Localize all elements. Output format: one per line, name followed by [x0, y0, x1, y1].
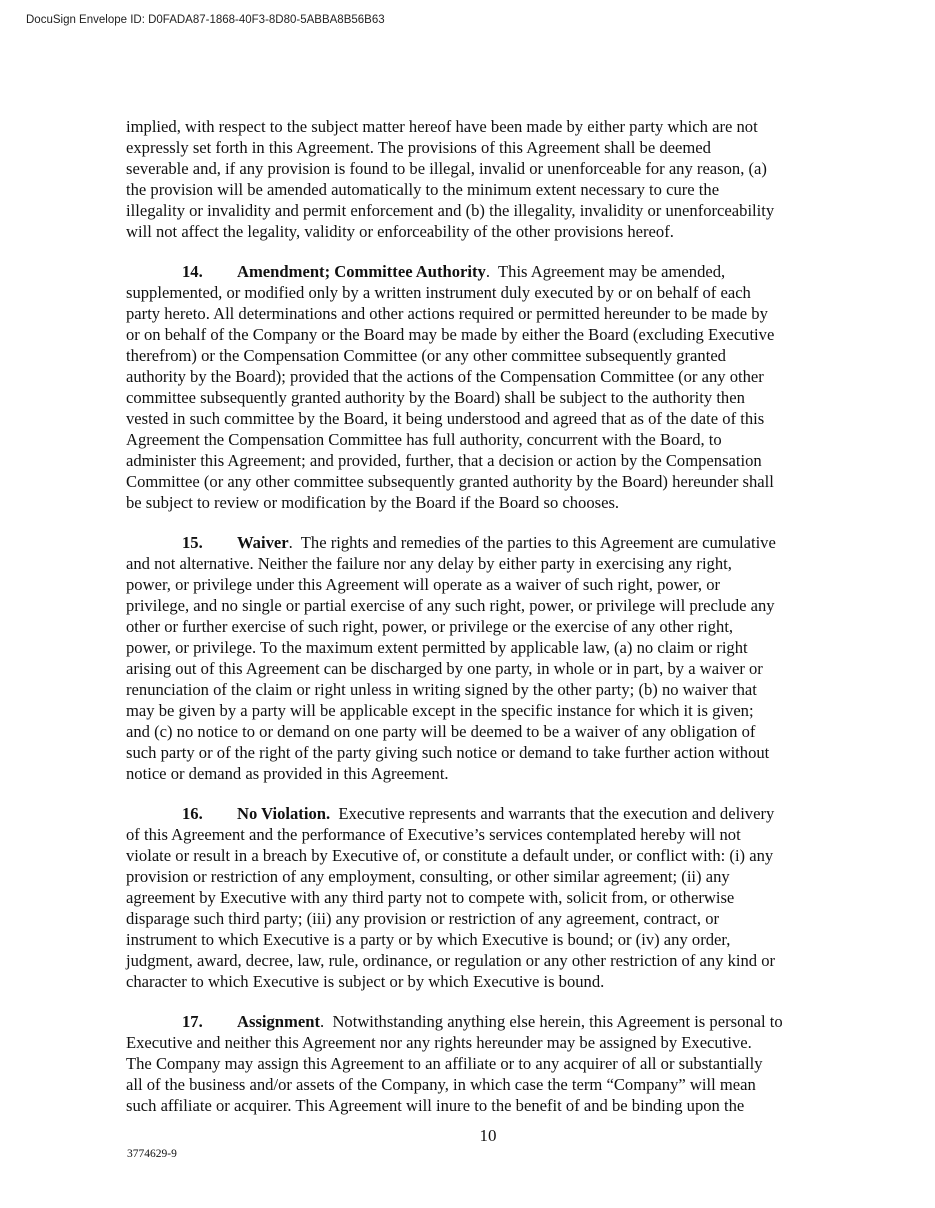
text-line: such affiliate or acquirer. This Agreement will inure to the benefit of and be binding upon the [126, 1096, 745, 1115]
text-line: therefrom) or the Compensation Committee (or any other committee subsequently granted [126, 346, 726, 365]
text-line: supplemented, or modified only by a written instrument duly executed by or on behalf of each [126, 283, 751, 302]
section-14-amendment [126, 261, 856, 513]
text-line: renunciation of the claim or right unless in writing signed by the other party; (b) no waiver that [126, 680, 757, 699]
continuation-paragraph [126, 116, 856, 242]
text-line: severable and, if any provision is found to be illegal, invalid or unenforceable for any reason, (a) [126, 159, 767, 178]
section-number: 15. [182, 533, 203, 552]
document-body [126, 116, 856, 1135]
text-line: or on behalf of the Company or the Board may be made by either the Board (excluding Executive [126, 325, 775, 344]
section-first-line [126, 1011, 856, 1032]
text-line: character to which Executive is subject or by which Executive is bound. [126, 972, 605, 991]
text-line: privilege, and no single or partial exercise of any such right, power, or privilege will preclude any [126, 596, 775, 615]
section-heading: Waiver [237, 533, 289, 552]
text-line: Committee (or any other committee subsequently granted authority by the Board) hereunder shall [126, 472, 774, 491]
section-number: 16. [182, 804, 203, 823]
document-id: 3774629-9 [127, 1148, 177, 1160]
text-line: and not alternative. Neither the failure nor any delay by either party in exercising any right, [126, 554, 732, 573]
section-heading: Assignment [237, 1012, 320, 1031]
first-line-text: Notwithstanding anything else herein, this Agreement is personal to [324, 1012, 783, 1031]
text-line: administer this Agreement; and provided, further, that a decision or action by the Compensation [126, 451, 762, 470]
section-16-no-violation [126, 803, 856, 992]
text-line: agreement by Executive with any third party not to compete with, solicit from, or otherwise [126, 888, 735, 907]
text-line: Agreement the Compensation Committee has full authority, concurrent with the Board, to [126, 430, 722, 449]
heading-punct: . [485, 262, 491, 281]
text-line: party hereto. All determinations and other actions required or permitted hereunder to be made by [126, 304, 768, 323]
text-line: provision or restriction of any employment, consulting, or other similar agreement; (ii) any [126, 867, 730, 886]
first-line-text: This Agreement may be amended, [490, 262, 726, 281]
text-line: illegality or invalidity and permit enforcement and (b) the illegality, invalidity or unenforceability [126, 201, 775, 220]
first-line-text: Executive represents and warrants that the execution and delivery [330, 804, 775, 823]
text-line: disparage such third party; (iii) any provision or restriction of any agreement, contract, or [126, 909, 720, 928]
heading-punct: . [319, 1012, 325, 1031]
text-line: arising out of this Agreement can be discharged by one party, in whole or in part, by a waiver or [126, 659, 763, 678]
text-line: all of the business and/or assets of the Company, in which case the term “Company” will mean [126, 1075, 756, 1094]
text-line: power, or privilege under this Agreement will operate as a waiver of such right, power, or [126, 575, 721, 594]
section-number: 14. [182, 262, 203, 281]
section-number: 17. [182, 1012, 203, 1031]
first-line-text: The rights and remedies of the parties to this Agreement are cumulative [292, 533, 776, 552]
text-line: instrument to which Executive is a party or by which Executive is bound; or (iv) any order, [126, 930, 731, 949]
text-line: the provision will be amended automatically to the minimum extent necessary to cure the [126, 180, 720, 199]
text-line: such party or of the right of the party giving such notice or demand to take further action without [126, 743, 770, 762]
text-line: may be given by a party will be applicable except in the specific instance for which it is given; [126, 701, 754, 720]
text-line: violate or result in a breach by Executive of, or constitute a default under, or conflict with: (i) any [126, 846, 774, 865]
section-17-assignment [126, 1011, 856, 1116]
text-line: power, or privilege. To the maximum extent permitted by applicable law, (a) no claim or right [126, 638, 748, 657]
text-line: implied, with respect to the subject matter hereof have been made by either party which are not [126, 117, 758, 136]
section-first-line [126, 803, 856, 824]
text-line: judgment, award, decree, law, rule, ordinance, or regulation or any other restriction of any kind or [126, 951, 776, 970]
text-line: be subject to review or modification by the Board if the Board so chooses. [126, 493, 620, 512]
text-line: and (c) no notice to or demand on one party will be deemed to be a waiver of any obligation of [126, 722, 756, 741]
section-first-line [126, 261, 856, 282]
text-line: expressly set forth in this Agreement. The provisions of this Agreement shall be deemed [126, 138, 711, 157]
text-line: will not affect the legality, validity or enforceability of the other provisions hereof. [126, 222, 674, 241]
text-line: of this Agreement and the performance of Executive’s services contemplated hereby will not [126, 825, 741, 844]
text-line: vested in such committee by the Board, it being understood and agreed that as of the date of this [126, 409, 765, 428]
text-line: committee subsequently granted authority by the Board) shall be subject to the authority then [126, 388, 745, 407]
text-line: notice or demand as provided in this Agreement. [126, 764, 449, 783]
text-line: Executive and neither this Agreement nor any rights hereunder may be assigned by Executive. [126, 1033, 752, 1052]
section-heading: No Violation. [237, 804, 331, 823]
section-15-waiver [126, 532, 856, 784]
heading-punct: . [288, 533, 293, 552]
section-first-line [126, 532, 856, 553]
section-heading: Amendment; Committee Authority [237, 262, 486, 281]
text-line: other or further exercise of such right, power, or privilege or the exercise of any other right, [126, 617, 734, 636]
page-number: 10 [479, 1126, 497, 1145]
text-line: The Company may assign this Agreement to an affiliate or to any acquirer of all or substantially [126, 1054, 763, 1073]
docusign-envelope-id: DocuSign Envelope ID: D0FADA87-1868-40F3-8D80-5ABBA8B56B63 [26, 14, 385, 26]
text-line: authority by the Board); provided that the actions of the Compensation Committee (or any other [126, 367, 764, 386]
